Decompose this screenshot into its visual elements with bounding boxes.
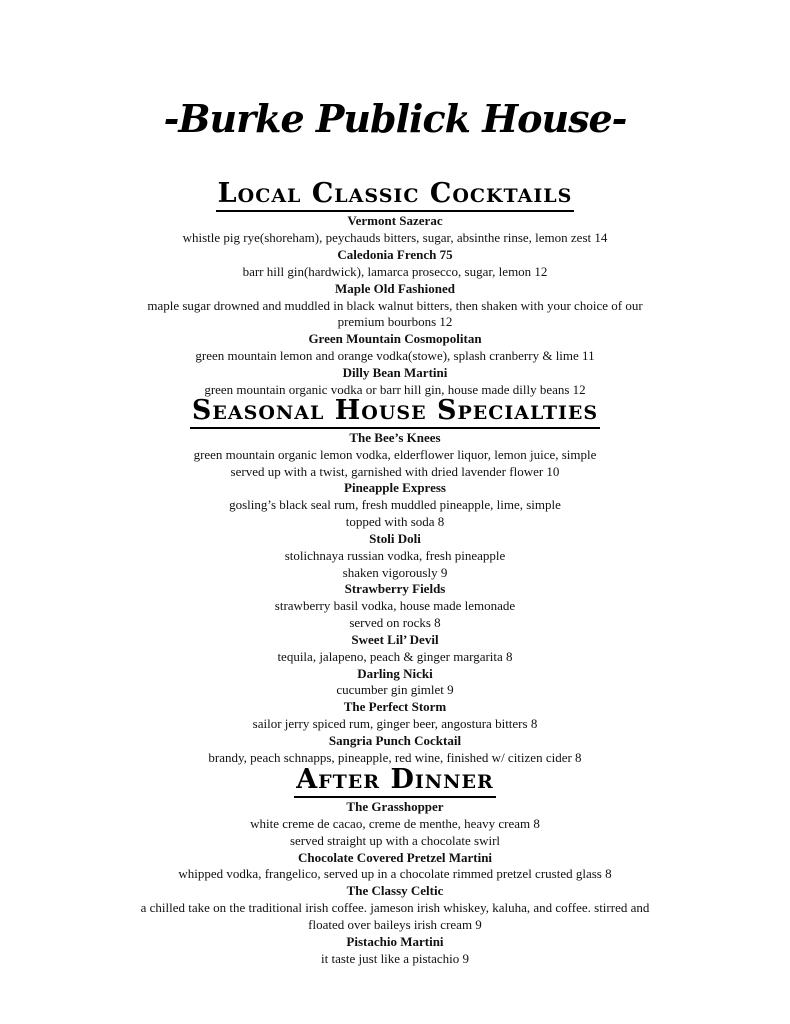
- drink-name: Green Mountain Cosmopolitan: [308, 331, 482, 347]
- drink-description: served straight up with a chocolate swirl: [289, 832, 501, 848]
- drink-name: Caledonia French 75: [337, 246, 453, 262]
- drink-description: maple sugar drowned and muddled in black walnut bitters, then shaken with your choice of our: [147, 297, 643, 313]
- drink-description: brandy, peach schnapps, pineapple, red wine, finished w/ citizen cider 8: [208, 749, 582, 765]
- drink-name: The Bee’s Knees: [349, 430, 441, 445]
- drink-description: white creme de cacao, creme de menthe, heavy cream 8: [250, 815, 540, 831]
- drink-name: The Grasshopper: [346, 799, 444, 814]
- drink-description: whipped vodka, frangelico, served up in a chocolate rimmed pretzel crusted glass 8: [178, 866, 612, 882]
- drink-description: barr hill gin(hardwick), lamarca prosecco, sugar, lemon 12: [242, 263, 548, 279]
- drink-description: it taste just like a pistachio 9: [320, 950, 470, 966]
- drink-name: Vermont Sazerac: [347, 213, 443, 228]
- drink-description: gosling’s black seal rum, fresh muddled pineapple, lime, simple: [229, 497, 561, 513]
- drink-description: stolichnaya russian vodka, fresh pineapple: [284, 547, 506, 563]
- drink-description: topped with soda 8: [345, 514, 445, 530]
- drink-description: served up with a twist, garnished with dried lavender flower 10: [230, 463, 560, 479]
- drink-description: whistle pig rye(shoreham), peychauds bitters, sugar, absinthe rinse, lemon zest 14: [182, 229, 608, 245]
- drink-name: Dilly Bean Martini: [342, 365, 448, 381]
- drink-description: green mountain lemon and orange vodka(stowe), splash cranberry & lime 11: [195, 348, 595, 364]
- drink-description: cucumber gin gimlet 9: [336, 682, 454, 698]
- menu-title: -Burke Publick House-: [163, 96, 627, 141]
- drink-name: The Classy Celtic: [346, 883, 444, 899]
- section-heading: [0, 397, 790, 424]
- drink-name: Darling Nicki: [357, 665, 433, 681]
- drink-description: premium bourbons 12: [337, 314, 453, 330]
- section-heading-text: After Dinner: [294, 764, 496, 798]
- drink-name: Sweet Lil’ Devil: [351, 631, 439, 647]
- drink-name: Pistachio Martini: [346, 933, 444, 949]
- drink-description: green mountain organic vodka or barr hill gin, house made dilly beans 12: [204, 382, 586, 397]
- section-heading: [0, 180, 790, 207]
- drink-description: floated over baileys irish cream 9: [308, 916, 482, 932]
- drink-name: Strawberry Fields: [344, 581, 446, 597]
- drink-description: strawberry basil vodka, house made lemonade: [274, 598, 516, 614]
- drink-name: Stoli Doli: [369, 530, 421, 546]
- drink-name: Sangria Punch Cocktail: [328, 732, 462, 748]
- drink-description: tequila, jalapeno, peach & ginger margarita 8: [277, 648, 513, 664]
- drink-description: shaken vigorously 9: [342, 564, 448, 580]
- drink-name: Chocolate Covered Pretzel Martini: [297, 849, 493, 865]
- drink-name: Maple Old Fashioned: [335, 280, 455, 296]
- section-heading: [0, 766, 790, 793]
- drink-description: a chilled take on the traditional irish coffee. jameson irish whiskey, kaluha, and coffee. stirred and: [140, 900, 650, 916]
- section-heading-text: Local Classic Cocktails: [216, 178, 575, 212]
- section-heading-text: Seasonal House Specialties: [190, 395, 600, 429]
- drink-name: The Perfect Storm: [343, 699, 447, 715]
- drink-name: Pineapple Express: [344, 480, 446, 496]
- drink-description: served on rocks 8: [349, 615, 441, 631]
- drink-description: green mountain organic lemon vodka, elderflower liquor, lemon juice, simple: [193, 446, 597, 462]
- drink-description: sailor jerry spiced rum, ginger beer, angostura bitters 8: [252, 716, 538, 732]
